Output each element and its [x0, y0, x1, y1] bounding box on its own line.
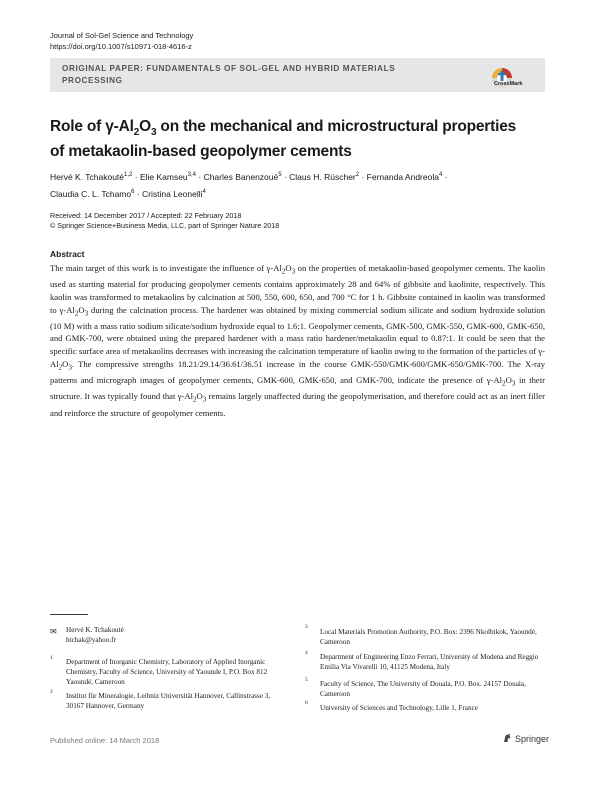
affiliation-6: University of Sciences and Technology, Lille 1, France: [320, 704, 478, 712]
copyright: © Springer Science+Business Media, LLC, part of Springer Nature 2018: [50, 221, 280, 230]
affiliation-1: Department of Inorganic Chemistry, Laboratory of Applied Inorganic Chemistry, Faculty of Science, University of Yaounde I, P.O. Box 812 Yaoundé, Cameroon: [66, 658, 268, 687]
author[interactable]: Hervé K. Tchakouté$^{1,2}$: [50, 171, 133, 182]
affiliation-number: 2: [50, 689, 53, 695]
affiliation-2: Institut für Mineralogie, Leibniz Universität Hannover, Callinstrasse 3, 30167 Hannover, Germany: [66, 692, 271, 711]
email-icon: ✉: [50, 627, 57, 636]
journal-header: [50, 30, 193, 52]
abstract-heading: Abstract: [50, 249, 85, 259]
category-line-1: ORIGINAL PAPER: FUNDAMENTALS OF SOL-GEL AND HYBRID MATERIALS: [62, 64, 396, 73]
paper-title: Role of $\gamma-Al_2O_3$ on the mechanical and microstructural properties of metakaolin-based geopolymer cements: [50, 118, 517, 161]
received-accepted: Received: 14 December 2017 / Accepted: 22 February 2018: [50, 211, 242, 220]
crossmark-label: CrossMark: [494, 81, 523, 87]
author-line-2: Claudia C. L. Tchamo$^6$ · Cristina Leonelli$^4$: [50, 188, 206, 199]
abstract-body: The main target of this work is to investigate the influence of $\gamma-Al_2O_3$ on the properties of metakaolin-based geopolymer cements. The kaolin used as starting material for producing geopolymer cements contains approximately 28 and 64% of gibbsite and kaolinite, respectively. This kaolin was transformed to metakaolins by calcination at 500, 550, 600, 650, and 700 °C for 1 h. Gibbsite contained in kaolin was transformed to $\gamma-Al_2O_3$ during the calcination process. The hardener was obtained by mixing commercial sodium silicate and sodium hydroxide solution (10 M) with a mass ratio sodium silicate/sodium hydroxide equal to 1.6:1. Geopolymer cements, GMK-500, GMK-550, GMK-600, GMK-650, and GMK-700, were obtained using the prepared hardener with a mass ratio hardener/metakaolin equal to 0.87:1. It could be seen that the specific surface area of metakaolins decreases with increasing the calcination temperature of kaolin owing to the formation of the particles of $\gamma-Al_2O_3$. The compressive strengths 18.21/29.14/36.61/36.51 increase in the course GMK-550/GMK-600/GMK-650/GMK-700. The X-ray patterns and micrograph images of geopolymer cements, GMK-600, GMK-650, and GMK-700, indicate the presence of $\gamma-Al_2O_3$ in their structure. It was typically found that $\gamma-Al_2O_3$ remains largely unaffected during the geopolymerisation, and therefore could act as an inert filler and reinforce the structure of geopolymer cements.: [50, 263, 546, 418]
affiliation-number: 3: [305, 624, 308, 630]
category-line-2: PROCESSING: [62, 75, 123, 85]
author[interactable]: Claudia C. L. Tchamo$^6$: [50, 188, 135, 199]
affiliation-number: 5: [305, 677, 308, 683]
affiliation-3: Local Materials Promotion Authority, P.O. Box: 2396 Nkolbikok, Yaoundé, Cameroon: [320, 628, 537, 647]
author[interactable]: Charles Banenzoué$^5$: [203, 171, 282, 182]
author-list: [50, 168, 545, 202]
affiliation-4: Department of Engineering Enzo Ferrari, University of Modena and Reggio Emilia Via Vivarelli 10, 41125 Modena, Italy: [320, 653, 539, 672]
author[interactable]: Claus H. Rüscher$^2$: [289, 171, 360, 182]
author-line-1: Hervé K. Tchakouté$^{1,2}$ · Elie Kamseu$^{3,4}$ · Charles Banenzoué$^5$ · Claus H. Rüscher$^2$ · Fernanda Andreola$^4$ ·: [50, 171, 448, 182]
springer-horse-icon: [502, 733, 512, 743]
publisher-logo[interactable]: [502, 733, 549, 744]
contact-email[interactable]: htchak@yahoo.fr: [66, 636, 116, 645]
affiliation-number: 6: [305, 700, 308, 706]
contact-name: Hervé K. Tchakouté: [66, 626, 124, 634]
author[interactable]: Fernanda Andreola$^4$: [366, 171, 443, 182]
author[interactable]: Cristina Leonelli$^4$: [142, 188, 206, 199]
publication-dates: [50, 211, 279, 231]
published-online: Published online: 14 March 2018: [50, 736, 160, 745]
affiliation-5: Faculty of Science, The University of Douala, P.O. Box. 24157 Douala, Cameroon: [320, 680, 526, 699]
affiliation-number: 4: [305, 650, 308, 656]
publisher-name: Springer: [515, 734, 550, 744]
affiliation-number: 1: [50, 655, 53, 661]
doi-link[interactable]: https://doi.org/10.1007/s10971-018-4616-z: [50, 42, 192, 51]
author[interactable]: Elie Kamseu$^{3,4}$: [139, 171, 196, 182]
category-label: [62, 63, 472, 86]
journal-name: Journal of Sol-Gel Science and Technology: [50, 31, 194, 40]
corresponding-author: [66, 625, 124, 645]
footnote-divider: [50, 614, 88, 615]
